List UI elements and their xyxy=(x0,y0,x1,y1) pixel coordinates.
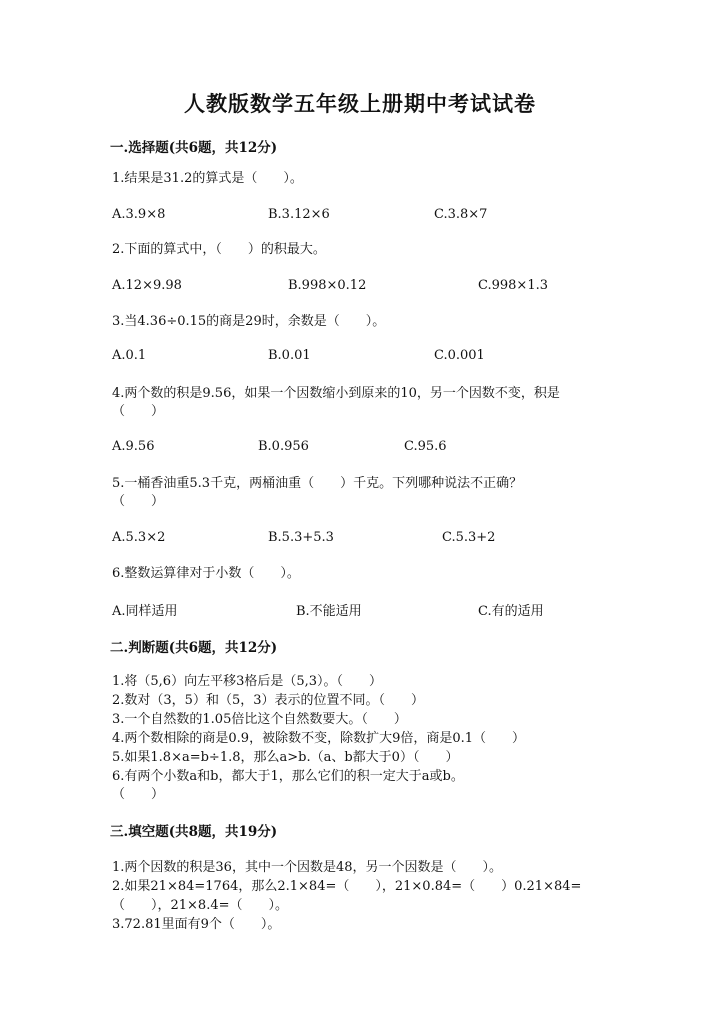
statement-item: 6.有两个小数a和b，都大于1，那么它们的积一定大于a或b。 xyxy=(112,769,464,784)
answer-blank: （ ） xyxy=(112,494,165,509)
fill-item: 2.如果21×84=1764，那么2.1×84=（ ），21×0.84=（ ）0.21×84= xyxy=(112,879,582,894)
option-a: A.3.9×8 xyxy=(112,207,166,222)
question-stem: 4.两个数的积是9.56，如果一个因数缩小到原来的10，另一个因数不变，积是 xyxy=(112,386,560,401)
statement-item: 2.数对（3，5）和（5，3）表示的位置不同。（ ） xyxy=(112,693,424,708)
option-b: B.998×0.12 xyxy=(288,278,367,293)
answer-blank: （ ） xyxy=(112,787,165,802)
option-b: B.不能适用 xyxy=(296,604,362,619)
page-title: 人教版数学五年级上册期中考试试卷 xyxy=(184,91,536,116)
statement-item: 1.将（5,6）向左平移3格后是（5,3）。（ ） xyxy=(112,674,383,689)
statement-item: 5.如果1.8×a=b÷1.8，那么a>b.（a、b都大于0）（ ） xyxy=(112,750,459,765)
option-c: C.0.001 xyxy=(434,348,485,363)
option-a: A.9.56 xyxy=(112,439,155,454)
option-c: C.95.6 xyxy=(404,439,447,454)
option-b: B.0.01 xyxy=(268,348,311,363)
fill-item: （ ），21×8.4=（ ）。 xyxy=(112,898,289,913)
option-b: B.5.3+5.3 xyxy=(268,530,334,545)
fill-item: 1.两个因数的积是36，其中一个因数是48，另一个因数是（ ）。 xyxy=(112,860,502,875)
option-b: B.0.956 xyxy=(258,439,309,454)
option-b: B.3.12×6 xyxy=(268,207,330,222)
question-stem: 3.当4.36÷0.15的商是29时，余数是（ ）。 xyxy=(112,314,386,329)
option-a: A.5.3×2 xyxy=(112,530,166,545)
statement-item: 3.一个自然数的1.05倍比这个自然数要大。（ ） xyxy=(112,712,407,727)
option-c: C.5.3+2 xyxy=(442,530,496,545)
option-c: C.998×1.3 xyxy=(478,278,548,293)
question-stem: 2.下面的算式中，（ ）的积最大。 xyxy=(112,242,326,257)
section-heading-judgement: 二.判断题(共6题，共12分) xyxy=(110,640,278,656)
question-stem: 6.整数运算律对于小数（ ）。 xyxy=(112,566,300,581)
section-heading-fill-blank: 三.填空题(共8题，共19分) xyxy=(110,824,278,840)
option-a: A.同样适用 xyxy=(112,604,178,619)
question-stem: 1.结果是31.2的算式是（ ）。 xyxy=(112,171,303,186)
section-heading-choice: 一.选择题(共6题，共12分) xyxy=(110,140,278,156)
option-c: C.3.8×7 xyxy=(434,207,488,222)
answer-blank: （ ） xyxy=(112,404,165,419)
option-c: C.有的适用 xyxy=(478,604,544,619)
statement-item: 4.两个数相除的商是0.9，被除数不变，除数扩大9倍，商是0.1（ ） xyxy=(112,731,526,746)
fill-item: 3.72.81里面有9个（ ）。 xyxy=(112,917,281,932)
question-stem: 5.一桶香油重5.3千克，两桶油重（ ）千克。下列哪种说法不正确？ xyxy=(112,476,523,491)
option-a: A.0.1 xyxy=(112,348,147,363)
option-a: A.12×9.98 xyxy=(112,278,182,293)
